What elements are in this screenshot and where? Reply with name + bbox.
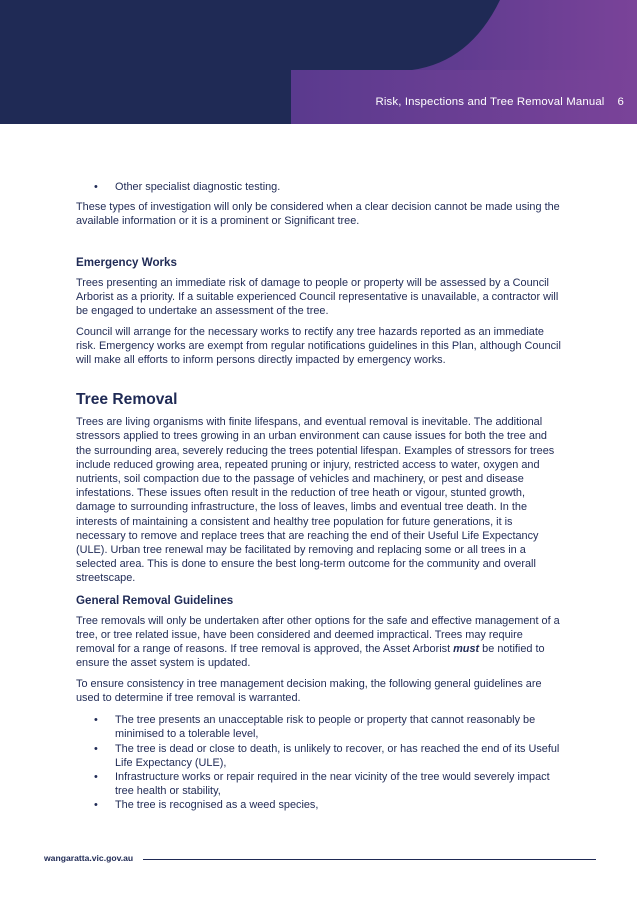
general-guidelines-heading: General Removal Guidelines: [76, 593, 234, 607]
page-footer: [44, 853, 596, 863]
header-title-row: [291, 96, 624, 108]
intro-paragraph: These types of investigation will only be considered when a clear decision cannot be made using the available information or it is a prominent or Significant tree.: [76, 201, 560, 228]
must-emphasis: must: [453, 643, 480, 656]
list-item: • Infrastructure works or repair required in the near vicinity of the tree would severely impact tree health or stability,: [76, 770, 564, 798]
list-item: • Other specialist diagnostic testing.: [76, 180, 564, 194]
guidelines-paragraph: [76, 614, 564, 671]
top-bullet-list: [76, 180, 564, 194]
list-item: • The tree presents an unacceptable risk to people or property that cannot reasonably be minimised to a tolerable level,: [76, 713, 564, 741]
guidelines-text: be notified to ensure the asset system is updated.: [76, 643, 545, 670]
emergency-paragraph: Council will arrange for the necessary works to rectify any tree hazards reported as an immediate risk. Emergency works are exempt from regular notifications guidelines in this Plan, although Council will make all efforts to inform persons directly impacted by emergency works.: [76, 325, 561, 367]
list-item: • The tree is recognised as a weed species,: [76, 798, 564, 812]
guidelines-text: Tree removals will only be undertaken after other options for the safe and effective management of a tree, or tree related issue, have been considered and deemed impractical. Trees may require removal for a range of reasons. If tree removal is approved, the Asset Arborist: [76, 614, 560, 656]
emergency-works-heading: Emergency Works: [76, 255, 177, 269]
tree-removal-paragraph: Trees are living organisms with finite lifespans, and eventual removal is inevitable. The additional stressors applied to trees growing in an urban environment can cause issues for both the tree and the surrounding area, severely reducing the trees potential lifespan. Examples of stressors for trees include reduced growing area, repeated pruning or injury, restricted access to water, oxygen and nutrients, soil compaction due to the passage of vehicles and machinery, or pest and disease infestations. These issues often result in the reduction of tree heath or vigour, stunted growth, damage to surrounding infrastructure, the loss of leaves, limbs and eventual tree death. In the interests of maintaining a consistent and healthy tree population for future generations, it is necessary to remove and replace trees that are reaching the end of their Useful Life Expectancy (ULE). Urban tree renewal may be facilitated by removing and replacing some or all trees in a selected area. This is done to ensure the best long-term outcome for the community and overall streetscape.: [76, 416, 555, 585]
footer-website-link[interactable]: wangaratta.vic.gov.au: [44, 853, 134, 863]
tree-removal-heading: Tree Removal: [76, 391, 178, 409]
page-content: [76, 180, 564, 813]
emergency-paragraph: Trees presenting an immediate risk of damage to people or property will be assessed by a Council Arborist as a priority. If a suitable experienced Council representative is unavailable, a contractor will be engaged to undertake an assessment of the tree.: [76, 276, 559, 318]
guidelines-paragraph: To ensure consistency in tree management decision making, the following general guidelines are used to determine if tree removal is warranted.: [76, 677, 542, 705]
list-item: • The tree is dead or close to death, is unlikely to recover, or has reached the end of its Useful Life Expectancy (ULE),: [76, 742, 564, 770]
footer-divider: [143, 859, 596, 860]
document-title: Risk, Inspections and Tree Removal Manual: [375, 96, 605, 108]
page-number: 6: [617, 96, 624, 108]
guidelines-bullet-list: [76, 713, 564, 812]
page-header: [0, 0, 637, 124]
